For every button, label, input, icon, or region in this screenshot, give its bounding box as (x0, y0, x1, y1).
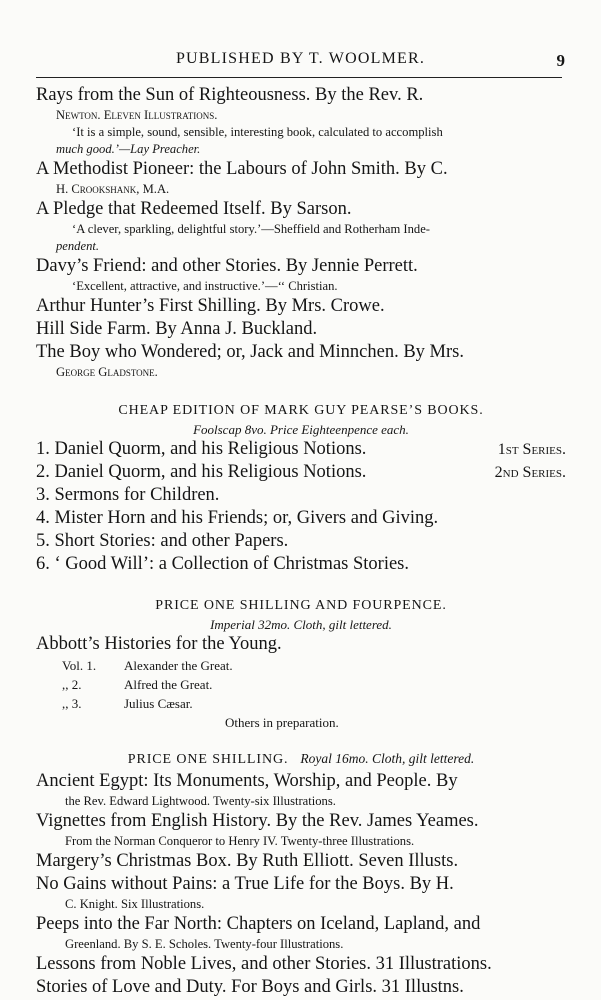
volume-number: Vol. 1. (62, 658, 97, 673)
entry-title: Lessons from Noble Lives, and other Stories. 31 Illustrations. (36, 954, 492, 974)
item-title: Mister Horn and his Friends; or, Givers and Giving. (54, 508, 439, 528)
numbered-item (36, 438, 566, 461)
volume-item (36, 675, 566, 694)
entry-continuation: Greenland. By S. E. Scholes. Twenty-four Illustrations. (65, 937, 344, 951)
book-entry (36, 770, 566, 810)
entry-title: Margery’s Christmas Box. By Ruth Elliott. Seven Illusts. (36, 851, 459, 871)
volume-number: ,, 3. (62, 696, 82, 711)
entry-title: Davy’s Friend: and other Stories. By Jennie Perrett. (36, 256, 418, 276)
review-quote-cont: much good.’—Lay Preacher. (56, 142, 201, 156)
publisher-title: PUBLISHED BY T. WOOLMER. (175, 50, 426, 67)
entry-title: Rays from the Sun of Righteousness. By the Rev. R. (36, 85, 424, 105)
volume-item (36, 694, 566, 713)
item-number: 6. (36, 554, 50, 574)
page-header (0, 47, 601, 77)
book-entry (36, 913, 566, 953)
item-series: 2nd Series. (494, 464, 566, 481)
entry-continuation: C. Knight. Six Illustrations. (65, 897, 205, 911)
entry-title: Vignettes from English History. By the Rev. James Yeames. (36, 811, 479, 831)
book-entry (36, 158, 566, 198)
volume-title: Alexander the Great. (124, 658, 233, 673)
section-one-shilling-fourpence (36, 596, 566, 733)
entry-title: Arthur Hunter’s First Shilling. By Mrs. Crowe. (36, 296, 385, 316)
entry-continuation: H. Crookshank, M.A. (56, 182, 170, 196)
entry-title: Ancient Egypt: Its Monuments, Worship, and People. By (36, 771, 458, 791)
entry-continuation: George Gladstone. (56, 365, 158, 379)
entry-title: Hill Side Farm. By Anna J. Buckland. (36, 319, 318, 339)
item-number: 2. (36, 462, 50, 482)
item-title: Short Stories: and other Papers. (54, 531, 289, 551)
entry-title: The Boy who Wondered; or, Jack and Minnchen. By Mrs. (36, 342, 464, 362)
review-quote-cont: pendent. (56, 239, 100, 253)
section-subheading: Imperial 32mo. Cloth, gilt lettered. (210, 617, 392, 632)
review-quote: ‘It is a simple, sound, sensible, interesting book, calculated to accomplish (72, 125, 443, 139)
volume-title: Julius Cæsar. (124, 696, 193, 711)
book-entry (36, 84, 566, 158)
section-heading: PRICE ONE SHILLING AND FOURPENCE. (155, 598, 447, 613)
numbered-item (36, 461, 566, 484)
volume-title: Alfred the Great. (124, 677, 213, 692)
page-number: 9 (556, 51, 565, 70)
entry-title: A Pledge that Redeemed Itself. By Sarson. (36, 199, 352, 219)
entry-continuation: Newton. Eleven Illustrations. (56, 108, 218, 122)
item-number: 5. (36, 531, 50, 551)
entry-title: No Gains without Pains: a True Life for the Boys. By H. (36, 874, 454, 894)
item-number: 4. (36, 508, 50, 528)
numbered-item (36, 553, 566, 576)
catalogue-content (36, 84, 566, 999)
section-pearse-books (36, 401, 566, 576)
item-title: Daniel Quorm, and his Religious Notions. (54, 439, 367, 459)
item-number: 3. (36, 485, 50, 505)
item-number: 1. (36, 439, 50, 459)
entry-title: A Methodist Pioneer: the Labours of John Smith. By C. (36, 159, 448, 179)
section-one-shilling (36, 749, 566, 999)
book-entry (36, 198, 566, 255)
numbered-item (36, 484, 566, 507)
book-entry (36, 341, 566, 381)
volume-number: ,, 2. (62, 677, 82, 692)
section-subheading: Foolscap 8vo. Price Eighteenpence each. (193, 422, 409, 437)
numbered-item (36, 507, 566, 530)
item-title: ‘ Good Will’: a Collection of Christmas Stories. (54, 554, 409, 574)
section-heading (36, 749, 566, 770)
header-rule (36, 77, 562, 78)
section-heading-format: Royal 16mo. Cloth, gilt lettered. (300, 751, 475, 766)
book-entry (36, 873, 566, 913)
book-entry (36, 255, 566, 295)
preparation-note: Others in preparation. (225, 715, 339, 730)
section-heading-price: PRICE ONE SHILLING. (127, 752, 289, 767)
item-series: 1st Series. (497, 441, 566, 458)
review-quote: ‘Excellent, attractive, and instructive.’—‘‘ Christian. (72, 279, 338, 293)
entry-continuation: From the Norman Conqueror to Henry IV. Twenty-three Illustrations. (65, 834, 415, 848)
entry-continuation: the Rev. Edward Lightwood. Twenty-six Illustrations. (65, 794, 336, 808)
item-title: Daniel Quorm, and his Religious Notions. (54, 462, 367, 482)
review-quote: ‘A clever, sparkling, delightful story.’—Sheffield and Rotherham Inde- (72, 222, 430, 236)
volume-item (36, 656, 566, 675)
entry-title: Stories of Love and Duty. For Boys and Girls. 31 Illustns. (36, 977, 464, 997)
section-heading: CHEAP EDITION OF MARK GUY PEARSE’S BOOKS. (118, 403, 484, 418)
series-title: Abbott’s Histories for the Young. (36, 634, 282, 654)
entry-title: Peeps into the Far North: Chapters on Iceland, Lapland, and (36, 914, 481, 934)
numbered-item (36, 530, 566, 553)
book-entry (36, 810, 566, 850)
item-title: Sermons for Children. (54, 485, 220, 505)
